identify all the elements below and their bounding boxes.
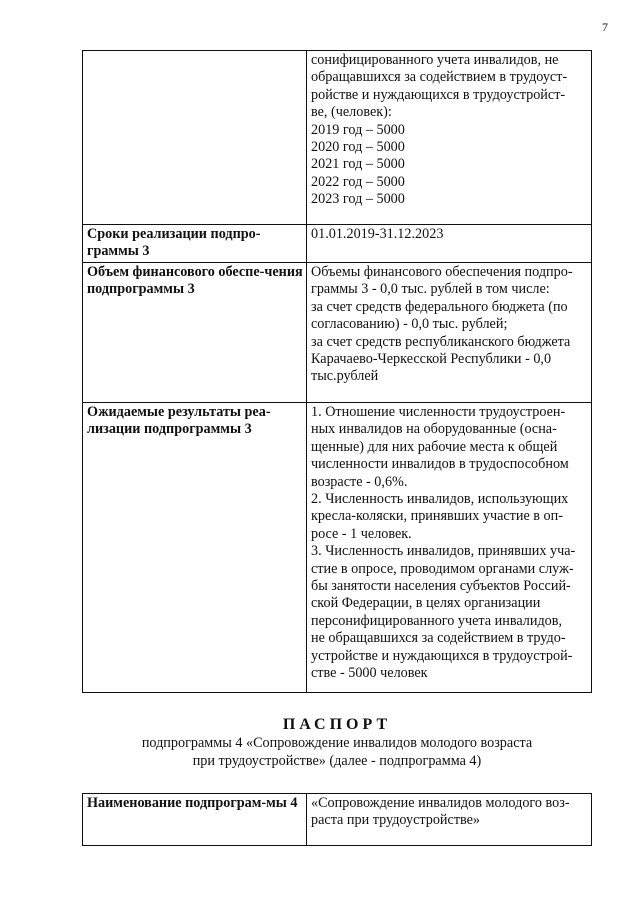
text-line: ных инвалидов на оборудованные (осна- [311,421,557,438]
row-label [83,51,307,225]
text-line: персонифицированного учета инвалидов, [311,612,563,629]
row-value [307,225,592,263]
text-line: бы занятости населения субъектов Россий- [311,578,571,595]
text-line: кресла-коляски, принявших участие в оп- [311,508,563,525]
text-line: стве - 5000 человек [311,665,428,682]
page-number: 7 [602,20,608,34]
text-line: щенные) для них рабочие места к общей [311,438,558,455]
row-label: Наименование подпрограм-мы 4 [83,794,307,846]
passport-table-subprogram-4 [82,793,592,846]
row-value [307,403,592,693]
passport-table-subprogram-3 [82,50,592,693]
text-line: за счет средств федерального бюджета (по [311,298,568,315]
text-line: 01.01.2019-31.12.2023 [311,226,444,242]
text-line: согласованию) - 0,0 тыс. рублей; [311,316,508,333]
text-line: за счет средств республиканского бюджета [311,333,571,350]
text-line: 2021 год – 5000 [311,156,405,173]
text-line: обращавшихся за содействием в трудоуст- [311,69,568,86]
row-label: Сроки реализации подпро-граммы 3 [83,225,307,263]
row-value [307,51,592,225]
table-row [83,51,592,225]
text-line: ве, (человек): [311,104,392,121]
text-line: не обращавшихся за содействием в трудо- [311,630,566,647]
table-row [83,403,592,693]
text-line: 2019 год – 5000 [311,121,405,138]
text-line: 2022 год – 5000 [311,173,405,190]
text-line: Объемы финансового обеспечения подпро- [311,264,573,280]
table-row [83,225,592,263]
passport-heading [82,716,592,770]
passport-title: ПАСПОРТ [282,716,392,733]
text-line: тыс.рублей [311,368,379,385]
text-line: «Сопровождение инвалидов молодого воз- [311,795,570,811]
text-line: 3. Численность инвалидов, принявших уча- [311,543,576,560]
text-line: Карачаево-Черкесской Республики - 0,0 [311,351,552,368]
text-line: 2020 год – 5000 [311,139,405,156]
table-row [83,794,592,846]
text-line: сонифицированного учета инвалидов, не [311,52,559,68]
text-line: граммы 3 - 0,0 тыс. рублей в том числе: [311,281,550,298]
passport-subtitle-line-1: подпрограммы 4 «Сопровождение инвалидов молодого возраста [141,735,533,752]
text-line: раста при трудоустройстве» [311,812,481,829]
text-line: росе - 1 человек. [311,525,412,542]
row-value [307,794,592,846]
text-line: ской Федерации, в целях организации [311,595,541,612]
text-line: 1. Отношение численности трудоустроен- [311,404,566,420]
text-line: ройстве и нуждающихся в трудоустройст- [311,86,566,103]
row-label: Ожидаемые результаты реа-лизации подпрограммы 3 [83,403,307,693]
table-row [83,263,592,403]
text-line: 2023 год – 5000 [311,191,405,208]
passport-subtitle-line-2: при трудоустройстве» (далее - подпрограмма 4) [192,752,482,769]
text-line: численности инвалидов в трудоспособном [311,456,569,473]
text-line: устройстве и нуждающихся в трудоустрой- [311,647,573,664]
text-line: 2. Численность инвалидов, использующих [311,491,569,508]
row-value [307,263,592,403]
text-line: возрасте - 0,6%. [311,473,408,490]
row-label: Объем финансового обеспе-чения подпрограммы 3 [83,263,307,403]
text-line: стие в опросе, проводимом органами служ- [311,560,574,577]
